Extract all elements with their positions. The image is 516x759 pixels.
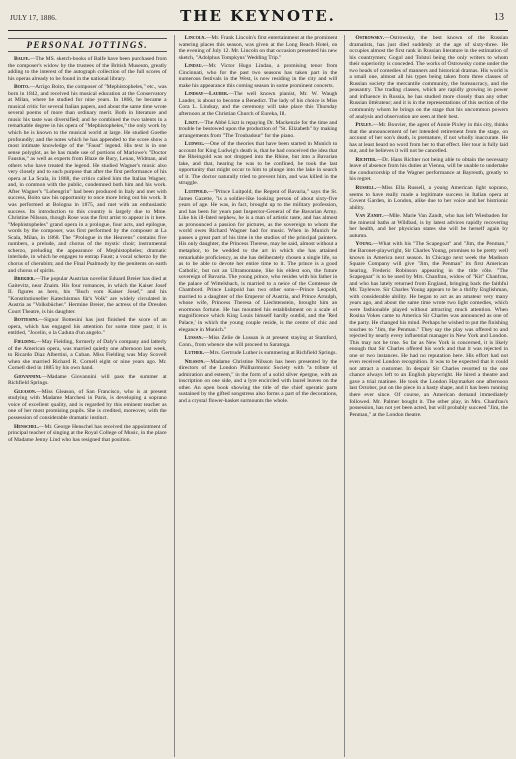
item-text: —May Fielding, formerly of Daly's company and latterly of the American opera, was married quietly one afternoon last week, to Ricardo Diaz Albertini, a Cuban. Miss Fielding was May Scovell when she married Richard R. Cornell eight or nine years ago. Mr. Cornell died in 1885 by his own hand. <box>8 338 167 372</box>
news-item <box>8 56 167 82</box>
item-lead: Richter. <box>355 156 377 163</box>
item-lead: Henschel. <box>14 423 39 430</box>
item-lead: Brekier. <box>14 276 35 283</box>
news-item <box>349 213 508 239</box>
news-item <box>179 350 338 357</box>
item-text: —Madame Giovannini will pass the summer at Richfield Springs. <box>8 373 167 387</box>
item-lead: Pixley. <box>355 122 373 129</box>
news-item <box>8 339 167 372</box>
item-lead: Luther. <box>184 350 205 357</box>
column-2 <box>174 35 338 757</box>
masthead-title: THE KEYNOTE. <box>180 7 336 25</box>
news-item <box>349 157 508 183</box>
item-text: —Signor Bottesini has just finished the score of an opera, which has engaged his attention for some time past; it is entitled, "Jocelin, o la Caduta d'un angelo." <box>8 317 167 337</box>
item-lead: Lussan. <box>184 335 203 342</box>
news-item <box>179 189 338 333</box>
item-lead: Boito. <box>14 84 30 91</box>
item-lead: Van Zandt. <box>355 213 384 220</box>
news-item <box>8 389 167 422</box>
news-item <box>349 35 508 120</box>
item-text: —Mr. Frank Lincoln's first entertainment at the prominent watering places this season, was given at the Long Beach Hotel, on the evening of July 12. Mr. Lincoln on that occasion presented his new sketch, "Adolphus Tompkyns' Wedding Trip." <box>178 35 338 61</box>
item-lead: Giovannini. <box>14 373 42 380</box>
column-3 <box>344 35 508 757</box>
news-item <box>349 122 508 155</box>
news-item <box>8 374 167 387</box>
news-item <box>349 185 508 211</box>
item-lead: Luitpold. <box>184 189 209 196</box>
item-text: —Mr. Victor Hugo Lindau, a promising tenor from Cincinnati, who for the past two seasons has taken part in the numerous festivals in the West, is now residing in the city and will make his appearance this coming season in some prominent concerts. <box>178 63 338 89</box>
item-text: —Madame Christine Nilsson has been presented by the directors of the London Philharmonic Society with "a tribute of admiration and esteem," in the form of a solid silver épergne, with an inscription on one side, and a lyre encircled with laurel leaves on the other. An open book showing the title of the chief operatic parts sustained by the gifted songstress also forms a part of the decorations, and a crystal flower-basket surmounts the whole. <box>178 358 338 404</box>
item-lead: Young. <box>355 241 373 248</box>
item-lead: Lindau. <box>184 63 203 70</box>
item-text: —Mr. George Henschel has received the appointment of principal teacher of singing at the Royal College of Music, in the place of Madame Jenny Lind who has resigned that position. <box>8 423 167 443</box>
item-lead: Ludwig. <box>184 141 205 148</box>
item-lead: Nilsson. <box>184 358 205 365</box>
item-text: —The MS. sketch-books of Balfe have been purchased from the composer's widow by the trustees of the British Museum, greatly adding to the interest of the autograph collection of the full scores of his operas already to be found in the national library. <box>8 56 167 82</box>
news-item <box>179 359 338 405</box>
news-item <box>179 91 338 117</box>
article-columns <box>8 35 508 757</box>
item-lead: Ostrowsky. <box>355 35 385 41</box>
section-title: PERSONAL JOTTINGS. <box>8 38 167 52</box>
item-text: —Mlle. Marie Van Zandt, who has left Wiesbaden for the mineral baths at Wildbad, is by latest advices rapidly recovering her health, and her physician states she will be herself again by autumn. <box>349 213 509 239</box>
item-text: —"Prince Luitpold, the Regent of Bavaria," says the St. James Gazette, "is a soldier-like looking person of about sixty-five years of age. He was, in fact, brought up to the military profession, and has been for years past Inspector-General of the Bavarian Army. Like his ill-fated nephew, he is a man of artistic taste, and has almost as pronounced a passion for pictures, as the sovereign to whom the world owes Richard Wagner had for music. When in Munich he passes a great part of his time in the studios of the principal painters. His only daughter, the Princess Therese, may be said, almost without a metaphor, to be wedded to the art in which she has attained remarkable proficiency, as she has deliberately chosen a single life, so as to be able to devote her entire time to it. The prince is a good Catholic, but not an Ultramontane, like his eldest son, the future sovereign of Bavaria. The young prince, who resides with his father in the palace of Wittelsbach, is married to a neice of the Comtesse de Chambord. Prince Luitpold has two other sons—Prince Leopold, married to a daughter of the Emperor of Austria, and Prince Arnulph, whose wife, Princess Theresa of Liechtenstein, brought him an enormous fortune. He has mounted his establishment on a scale of magnificence which King Louis himself hardly outdid, and the 'Red Palace,' in which the young couple reside, is the centre of chic and elegance in Munich." <box>178 189 338 333</box>
item-text: —The well known pianist, Mr. W. Waugh Lauder, is about to become a Benedict. The lady of his choice is Miss Cora L. Lindsay, and the ceremony will take place this Thursday afternoon at the Christian Church of Eureka, Ill. <box>178 91 338 118</box>
item-text: —What with his "The Scapegoat" and "Jim, the Penman," the Baronet-playwright, Sir Charles Young, promises to be pretty well known in America next season. In Chicago next week the Madison Square Company will give "Jim, the Penman" its first American hearing, Frederic Robinson appearing in the title rôle. "The Scapegoat" is to be used by Mrs. Chanfrau, widow of "Kit" Chanfrau, and who has lately returned from England, bringing back the faithful Mr. Taylewre. Sir Charles Young appears to be a thrifty Englishman, with considerable ability. He began to act as an amateur very many years ago, and about the same time wrote two light comedies, which were fashionable played without attracting much attention. When Rosina Vokes came to America Sir Charles was announced as one of the party. He changed his mind. Perhaps he wished to put the finishing touches to "Jim, the Penman." They say the play was offered to and rejected by nearly every influential manager in New York and London. This may not be true. So far as New York is concerned, it is likely enough that Sir Charles offered his work and that it was rejected in one or two instances. He had no reputation here. His effort had not even received London recognition. It was to be expected that it could not attract a customer. In despair Sir Charles resorted to the one chance always left to an English playwright. He hired a theatre and gave a trial matinee. He took the London Haymarket one afternoon last October, put on the piece in a hasty shape, and it has been running there ever since. Of course, an American demand immediately followed. Mr. Palmer bought it. The other play, in Mrs. Chanfrau's possession, has not yet been acted, but will probably succeed "Jim, the Penman," at the London theatre. <box>349 241 509 418</box>
column-1 <box>8 35 167 757</box>
item-text: —Miss Gleason, of San Francisco, who is at present studying with Madame Marchesi in Paris, is developing a soprano voice of excellent quality, and is regarded by this eminent teacher as one of her most promising pupils. She is credited, moreover, with the possession of considerable dramatic instinct. <box>8 388 167 421</box>
news-item <box>179 335 338 348</box>
item-text: —The popular Austrian novelist Eduard Breier has died at Gaitevitz, near Znaim. His four romances, in which the Kaiser Josef II. figures as hero, his "Buch vom Kaiser Josef," and his "Konstitutioneller Katechismus für's Volk" are widely circulated in Austria as "Volksbücher." Hermine Breier, the actress of the Dresden Court Theatre, is his daughter. <box>8 276 167 315</box>
item-text: —Arrigo Boito, the composer of "Mephistopheles," etc., was born in 1842, and received his musical education at the Conservatory at Milan, where he studied for nine years. In 1866, he became a musical critic for several Italian papers, and about the same time wrote several poems of more than ordinary merit. Both in literature and music his taste was diversified; and he combined the two talents in a remarkable degree in his opera of "Mephistopheles," the only work by which he is known to the musical world at large. He studied Goethe profoundly; and the notes which he has appended to the score show a most intimate knowledge of the "Faust" legend. His text is in one sense polyglot, as he has made use of portions of Marlowe's "Doctor Faustus," as well as experts from Blaze de Bury, Lenau, Widman, and others who have treated the legend. He studied Wagner's music also very closely and to such purpose that after the first performance of his opera at La Scala, in 1868, the critics called him the Italian Wagner, and, in common with the public, condemned both him and his work. After Wagner's "Lohengrin" had been produced in Italy and met with success, Boito saw his opportunity to once more bring out his work. It was performed at Bologna in 1875, and met with an enthusiastic success. Its introduction to this country is largely due to Mme. Christine Nilsson, though Rose was the first artist to appear in it here. "Mephistopheles" grand opera in a prologue, four acts, and epilogue, words by the composer, was first performed by the composer at La Scala, Milan, in 1868. The "Prologue in the Heavens" contains five numbers, a prelude, and chorus of the mystic choir; instrumental scherzo, preluding the appearance of Mephistopheles; dramatic interlude, in which he engages to entrap Faust; a vocal scherzo by the chorus of cherubim; and the Final Psalmody by the penitents on earth and chorus of spirits. <box>8 84 167 274</box>
item-text: —The Abbé Liszt is repaying Dr. Mackenzie for the time and trouble he bestowed upon the production of "St. Elizabeth" by making arrangements from "The Troubadour" for the piano. <box>178 119 338 139</box>
item-text: —Mr. Bouvier, the agent of Annie Pixley in this city, thinks that the announcement of her intended retirement from the stage, on account of her son's death, is premature, if not wholly inaccurate. He has at least heard no word from her to that effect. Her tour is fully laid out, and he believes it will not be cancelled. <box>349 122 509 155</box>
news-item <box>8 276 167 315</box>
issue-date: JULY 17, 1886. <box>10 14 57 22</box>
page-number: 13 <box>494 12 504 23</box>
item-text: —Mrs. Gertrude Luther is summering at Richfield Springs. <box>204 350 337 357</box>
news-item <box>179 120 338 140</box>
item-text: —Dr. Hans Richter not being able to obtain the necessary leave of absence from his duties at Vienna, will be unable to undertake the conductorship of the Wagner performance at Bayreuth, greatly to his regret. <box>349 156 509 183</box>
news-item <box>8 424 167 444</box>
news-item <box>349 241 508 418</box>
item-lead: Lindsay—Lauder. <box>184 91 229 98</box>
news-item <box>179 35 338 61</box>
item-lead: Fielding. <box>14 338 37 345</box>
item-lead: Bottesini. <box>14 317 39 324</box>
item-text: —Miss Ella Russell, a young American light soprano, seems to have really made a legitimate success in Italian opera at Covent Garden, in London, alike due to her voice and her histrionic ability. <box>349 185 509 211</box>
news-item <box>8 84 167 274</box>
item-text: —Ostrowsky, the best known of the Russian dramatists, has just died suddenly at the age of sixty-three. He occupies almost the first rank in Russian literature in the estimation of his countrymen; Gogol and Tolstoi being the only writers to whom their superiority is conceded. The works of Ostrowsky come under the two heads of comedies of manners and historical dramas. His world is a small one, almost all his types being taken from three classes of Russian society the mercantile community, the bureaucracy, and the peasantry. The trading classes, which are rapidly growing in power and influence in Russia, he has studied more closely than any other Russian littérateur; and it is in the representations of this section of the community whom he brings on the stage that his uncommon powers of analysis and observation are seen at their best. <box>349 35 509 120</box>
item-lead: Liszt. <box>184 119 199 126</box>
page-header <box>8 6 508 31</box>
item-lead: Balfe. <box>14 56 30 62</box>
news-item <box>179 63 338 89</box>
item-lead: Russell. <box>355 185 377 192</box>
item-text: —Miss Zelie de Lussan is at present staying at Stamford, Conn., from whence she will proceed to Saratoga. <box>178 335 338 348</box>
news-item <box>179 141 338 187</box>
item-lead: Gleason. <box>14 388 37 395</box>
item-lead: Lincoln. <box>184 35 206 41</box>
item-text: —One of the theories that have been started in Munich to account for King Ludwig's death is, that he had conceived the idea that the Rheingold was not dropped into the Rhine, but into a Bavarian lake, and that, hearing he was to be confined, he took the last opportunity that might occur to him to plunge into the lake in search of it. The doctor naturally tried to prevent him, and was killed in the struggle. <box>178 141 338 187</box>
news-item <box>8 317 167 337</box>
